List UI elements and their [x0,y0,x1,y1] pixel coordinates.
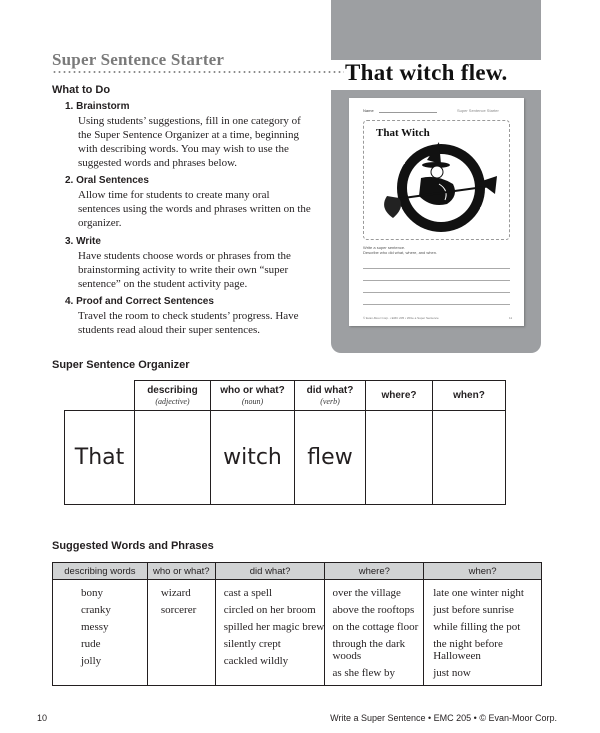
step-body: Travel the room to check students’ progress. Have students read aloud their super sentences. [78,310,299,336]
suggested-header: where? [325,563,424,580]
organizer-cell [135,411,211,505]
step-body: Allow time for students to create many oral sentences using the words and phrases written on the organizer. [78,189,311,229]
sentence-title: That witch flew. [345,60,508,85]
list-item: jolly [81,655,102,667]
list-item: silently crept [223,638,281,650]
thumb-writing-line [363,292,510,293]
list-item: messy [81,621,109,633]
organizer-cell: That [65,411,135,505]
list-item: over the village [332,587,401,599]
list-item: while filling the pot [433,621,521,633]
list-item: the night before Halloween [433,638,503,662]
organizer-heading: Super Sentence Organizer [52,359,190,371]
list-item: spilled her magic brew [223,621,325,633]
list-item: above the rooftops [332,604,415,616]
suggested-header: describing words [53,563,148,580]
suggested-heading: Suggested Words and Phrases [52,540,214,552]
thumb-name-label: Name [363,108,374,113]
suggested-header: when? [424,563,542,580]
organizer-cell: flew [295,411,366,505]
thumb-writing-line [363,268,510,269]
list-item: sorcerer [160,604,197,616]
list-item: bony [81,587,103,599]
list-item: cranky [81,604,111,616]
list-item: cast a spell [223,587,272,599]
list-item: just now [433,667,471,679]
super-sentence-organizer [64,380,506,505]
what-to-do-heading: What to Do [52,84,111,96]
dotted-divider [52,71,344,73]
organizer-header-when: when? [433,381,506,411]
thumb-writing-line [363,304,510,305]
organizer-cell [433,411,506,505]
student-page-thumbnail [349,98,524,326]
suggested-column [424,580,542,686]
suggested-header: did what? [215,563,325,580]
list-item: through the dark woods [332,638,406,662]
suggested-column [325,580,424,686]
step-title: 1. Brainstorm [65,101,130,112]
organizer-header-did: did what? (verb) [295,381,366,411]
witch-illustration [379,138,499,238]
list-item: circled on her broom [223,604,316,616]
step-title: 4. Proof and Correct Sentences [65,296,214,307]
step-title: 3. Write [65,236,101,247]
list-item: wizard [160,587,191,599]
organizer-header-describing: describing (adjective) [135,381,211,411]
organizer-header-who: who or what? (noun) [211,381,295,411]
thumb-brand: Super Sentence Starter [457,108,499,113]
suggested-column [215,580,325,686]
section-title: Super Sentence Starter [52,50,225,69]
organizer-cell: witch [211,411,295,505]
step-body: Have students choose words or phrases from the brainstorming activity to write their own “super sentence” on the student activity page. [78,250,291,290]
thumb-directions: Write a super sentence. Describe who did what, where, and when. [363,245,438,255]
thumb-title: That Witch [376,127,430,139]
suggested-words-table [52,562,542,686]
organizer-cell [366,411,433,505]
list-item: late one winter night [433,587,524,599]
step-body: Using students’ suggestions, fill in one category of the Super Sentence Organizer at a time, beginning with describing words. You may wish to use the suggested words and phrases below. [78,115,301,169]
list-item: cackled wildly [223,655,289,667]
list-item: as she flew by [332,667,396,679]
suggested-column [53,580,148,686]
thumb-writing-line [363,280,510,281]
list-item: on the cottage floor [332,621,419,633]
organizer-corner [65,381,135,411]
step-title: 2. Oral Sentences [65,175,149,186]
footer-credit: Write a Super Sentence • EMC 205 • © Evan-Moor Corp. [330,713,557,723]
page-number: 10 [37,713,48,723]
suggested-header: who or what? [147,563,215,580]
list-item: just before sunrise [433,604,514,616]
suggested-column [147,580,215,686]
thumb-footer: © Evan-Moor Corp. • EMC 205 • Write a Super Sentence [363,316,439,320]
list-item: rude [81,638,101,650]
organizer-header-where: where? [366,381,433,411]
thumb-name-line [379,112,437,113]
thumb-page-number: 11 [509,316,513,320]
